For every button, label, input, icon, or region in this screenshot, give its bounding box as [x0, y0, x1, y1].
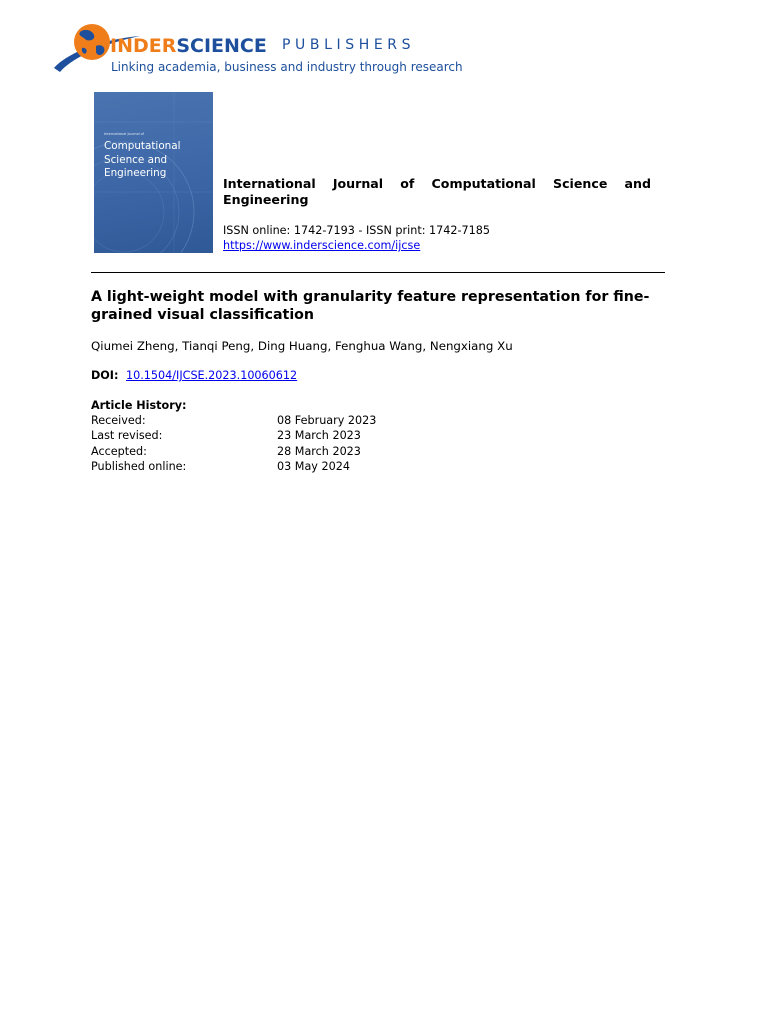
doi-link[interactable]: 10.1504/IJCSE.2023.10060612: [126, 369, 298, 382]
journal-info: [223, 176, 651, 253]
history-value: 28 March 2023: [277, 444, 361, 458]
journal-cover: [94, 92, 213, 253]
history-value: 08 February 2023: [277, 414, 377, 427]
publisher-name-part2: SCIENCE: [176, 35, 267, 57]
doi-label: DOI:: [91, 369, 119, 382]
history-value: 03 May 2024: [277, 459, 350, 473]
publisher-tagline: Linking academia, business and industry through research: [111, 60, 463, 74]
article-authors: Qiumei Zheng, Tianqi Peng, Ding Huang, Fenghua Wang, Nengxiang Xu: [91, 339, 513, 353]
journal-issn: ISSN online: 1742-7193 - ISSN print: 1742-7185: [223, 224, 491, 237]
cover-title: Computational Science and Engineering: [104, 140, 181, 179]
history-row: [91, 428, 376, 443]
history-value: 23 March 2023: [277, 429, 361, 443]
publisher-name: [110, 35, 267, 57]
journal-name: International Journal of Computational Science and Engineering: [223, 176, 651, 207]
history-row: [91, 444, 376, 459]
history-label: Last revised:: [91, 429, 163, 443]
history-heading: Article History:: [91, 399, 187, 412]
publishers-word: PUBLISHERS: [282, 37, 416, 53]
publisher-name-part1: INDER: [110, 35, 177, 57]
history-label: Accepted:: [91, 444, 147, 458]
history-row: [91, 459, 376, 474]
article-history: [91, 398, 376, 474]
cover-series-label: International Journal of: [104, 132, 145, 136]
inderscience-logo: [52, 18, 463, 76]
doi-line: [91, 369, 297, 382]
journal-url-link[interactable]: https://www.inderscience.com/ijcse: [223, 239, 421, 252]
history-label: Received:: [91, 414, 146, 427]
history-row: [91, 413, 376, 428]
article-title: A light-weight model with granularity feature representation for fine-grained visual classification: [91, 289, 650, 323]
history-label: Published online:: [91, 459, 187, 473]
header-divider: [91, 272, 665, 273]
